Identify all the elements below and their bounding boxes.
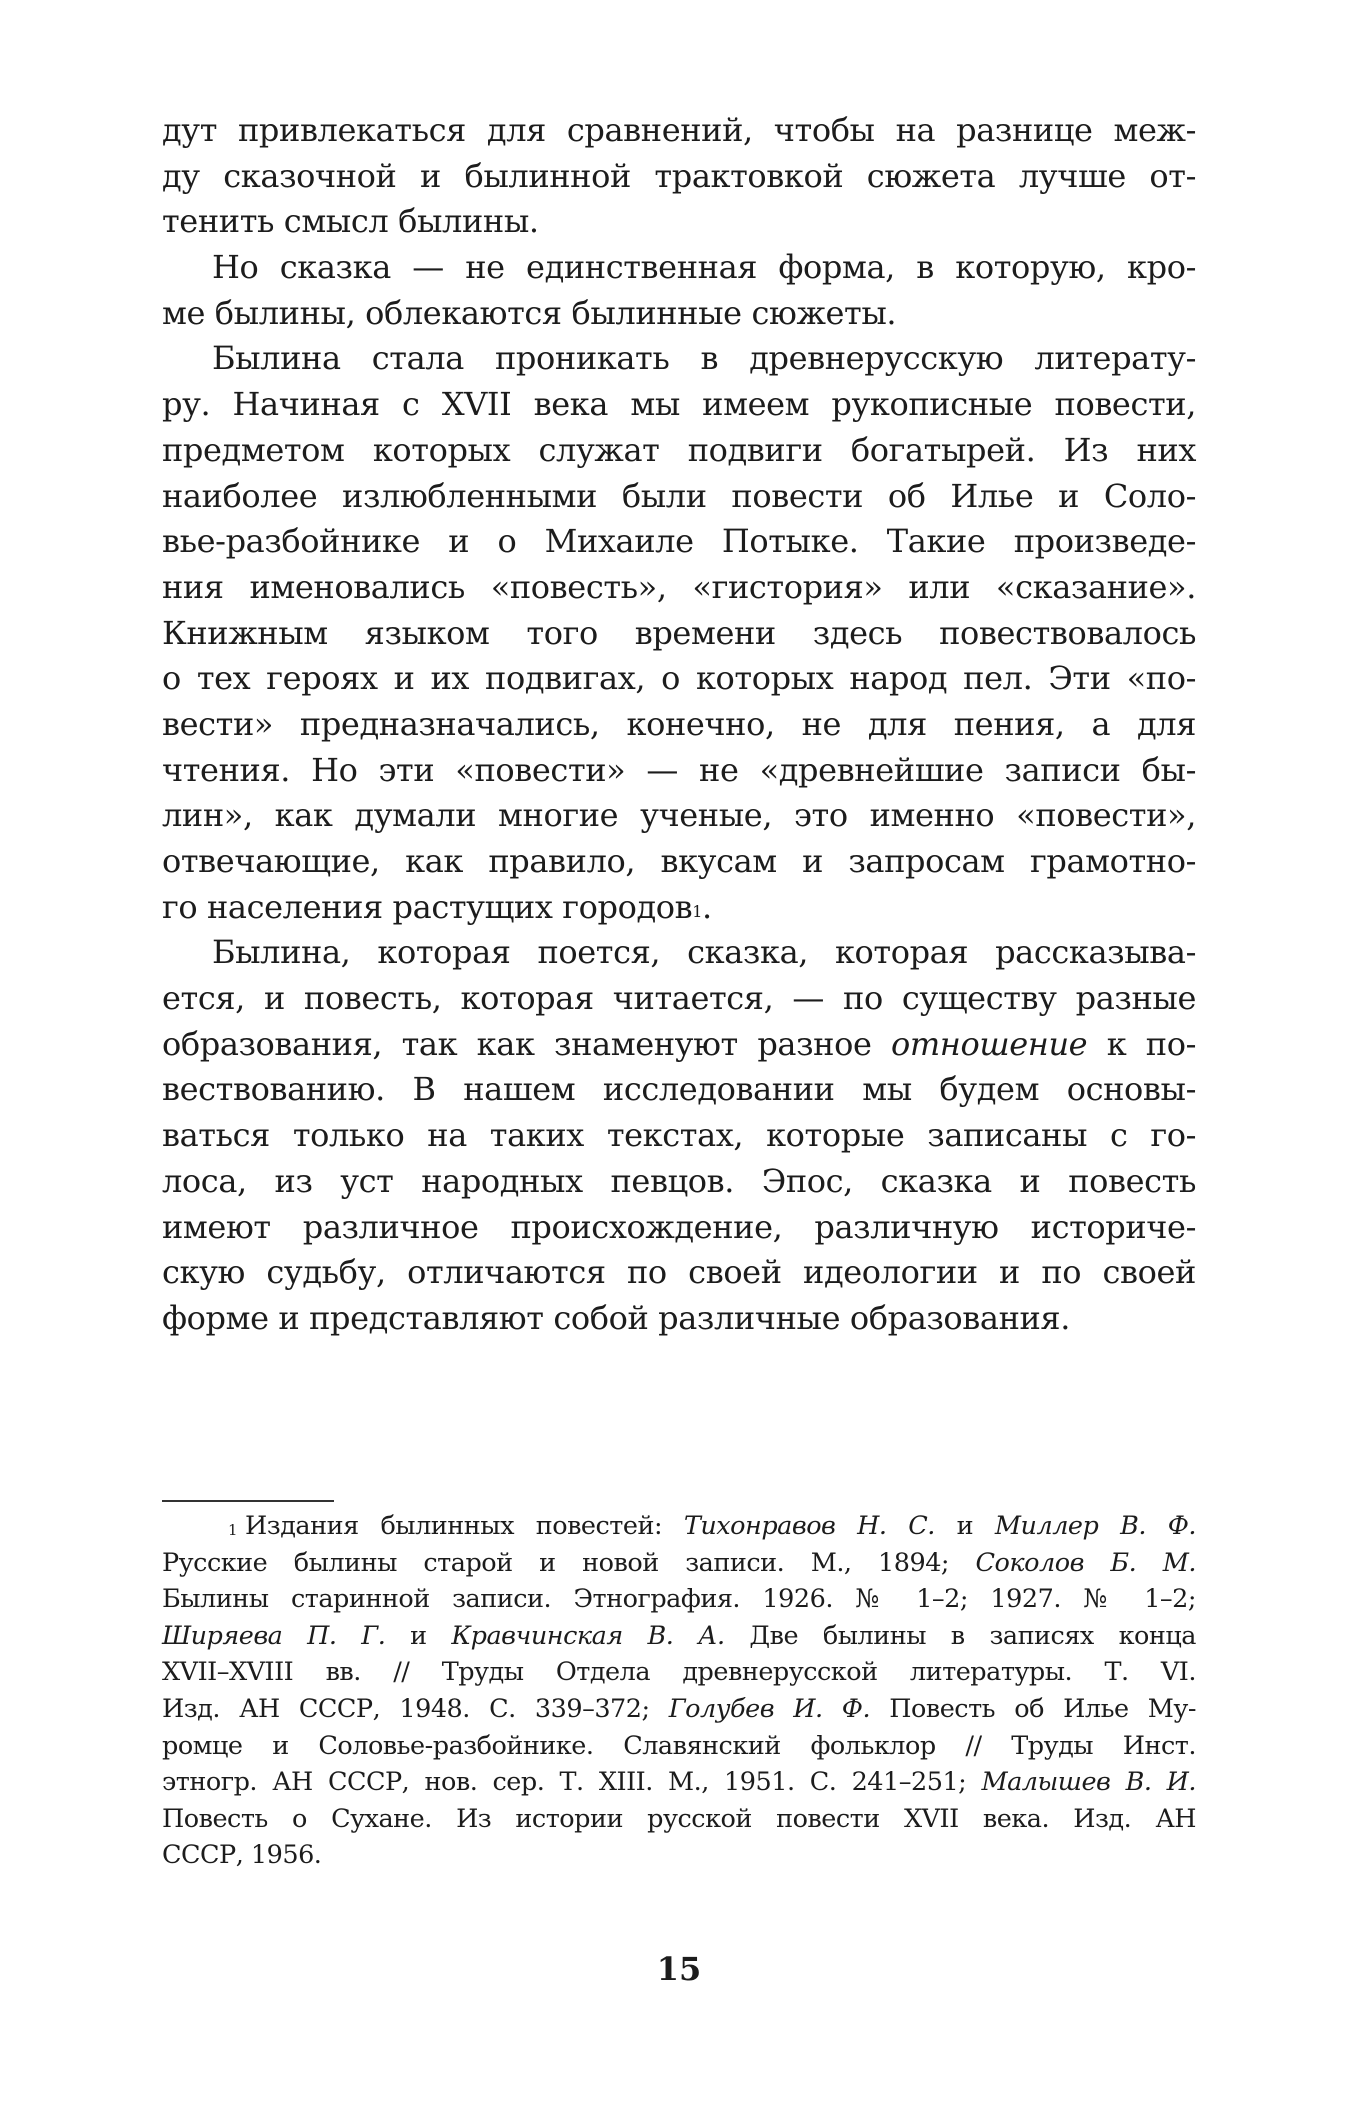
footnote-line (162, 1508, 1196, 1545)
footnote-line (162, 1545, 1196, 1582)
text-line (162, 885, 1196, 931)
footnote-line (162, 1764, 1196, 1801)
text-line: дут привлекаться для сравнений, чтобы на разнице меж- (162, 111, 1196, 149)
footnote-reference[interactable]: 1 (692, 901, 703, 921)
text-line: чтения. Но эти «повести» — не «древнейшие записи бы- (162, 750, 1196, 789)
text-segment: и (385, 1620, 452, 1651)
text-line: о тех героях и их подвигах, о которых народ пел. Эти «по- (162, 659, 1196, 698)
text-line: форме и представляют собой различные образования. (162, 1298, 1070, 1337)
footnote-line: СССР, 1956. (162, 1840, 322, 1871)
author-name: Кравчинская В. А. (451, 1620, 725, 1651)
text-segment: Русские былины старой и новой записи. М., 1894; (162, 1547, 976, 1578)
text-line: ме былины, облекаются былинные сюжеты. (162, 293, 897, 332)
author-name: Соколов Б. М. (975, 1547, 1196, 1578)
text-segment: Повесть об Илье Му- (870, 1693, 1196, 1724)
footnote-line: Былины старинной записи. Этнография. 1926. № 1–2; 1927. № 1–2; (162, 1584, 1196, 1615)
text-line: ру. Начиная с XVII века мы имеем рукописные повести, (162, 385, 1196, 424)
text-line: ется, и повесть, которая читается, — по существу разные (162, 979, 1196, 1018)
page-number: 15 (656, 1950, 702, 1988)
text-line: ния именовались «повесть», «гистория» или «сказание». (162, 567, 1196, 606)
text-line: Былина стала проникать в древнерусскую литерату- (212, 339, 1196, 378)
author-name: Миллер В. Ф. (994, 1511, 1196, 1541)
text-line: лоса, из уст народных певцов. Эпос, сказка и повесть (162, 1161, 1196, 1200)
main-text (162, 108, 1196, 1342)
text-line: вествованию. В нашем исследовании мы будем основы- (162, 1070, 1196, 1109)
text-segment: этногр. АН СССР, нов. сер. Т. XIII. М., 1951. С. 241–251; (162, 1767, 982, 1798)
text-line: лин», как думали многие ученые, это именно «повести», (162, 796, 1196, 835)
text-line: Книжным языком того времени здесь повествовалось (162, 613, 1196, 652)
author-name: Ширяева П. Г. (162, 1620, 386, 1651)
footnote (162, 1508, 1196, 1874)
footnote-line (162, 1691, 1196, 1728)
footnote-line (162, 1618, 1196, 1655)
text-line (162, 1022, 1196, 1068)
text-segment: Изд. АН СССР, 1948. С. 339–372; (162, 1693, 669, 1724)
text-segment: к по- (1087, 1024, 1196, 1063)
text-line: имеют различное происхождение, различную историче- (162, 1207, 1196, 1246)
footnote-line: ромце и Соловье-разбойнике. Славянский фольклор // Труды Инст. (162, 1730, 1196, 1761)
footnote-marker: 1 (228, 1521, 238, 1539)
text-line: тенить смысл былины. (162, 202, 539, 241)
author-name: Тихонравов Н. С. (683, 1511, 935, 1541)
text-line: предметом которых служат подвиги богатырей. Из них (162, 430, 1196, 469)
text-line: отвечающие, как правило, вкусам и запросам грамотно- (162, 842, 1196, 880)
text-segment: го населения растущих городов (162, 887, 693, 926)
text-segment: Издания былинных повестей: (245, 1511, 684, 1541)
text-segment: Две былины в записях конца (724, 1620, 1196, 1651)
text-line: Но сказка — не единственная форма, в которую, кро- (212, 248, 1196, 287)
text-segment: образования, так как знаменуют разное (162, 1024, 891, 1063)
text-line: Былина, которая поется, сказка, которая рассказыва- (212, 933, 1196, 972)
text-line: ваться только на таких текстах, которые записаны с го- (162, 1116, 1196, 1155)
footnote-line: XVII–XVIII вв. // Труды Отдела древнерусской литературы. Т. VI. (162, 1657, 1196, 1688)
author-name: Малышев В. И. (981, 1767, 1196, 1798)
author-name: Голубев И. Ф. (668, 1693, 871, 1724)
text-segment: . (702, 887, 712, 926)
text-line: ду сказочной и былинной трактовкой сюжета лучше от- (162, 156, 1196, 195)
text-line: вести» предназначались, конечно, не для пения, а для (162, 704, 1196, 743)
text-line: вье-разбойнике и о Михаиле Потыке. Такие произведе- (162, 522, 1196, 561)
italic-term: отношение (890, 1024, 1088, 1063)
footnote-separator (162, 1500, 334, 1502)
text-segment: и (934, 1511, 995, 1541)
footnote-line: Повесть о Сухане. Из истории русской повести XVII века. Изд. АН (162, 1803, 1196, 1834)
text-line: наиболее излюбленными были повести об Илье и Соло- (162, 476, 1196, 515)
text-line: скую судьбу, отличаются по своей идеологии и по своей (162, 1253, 1196, 1292)
